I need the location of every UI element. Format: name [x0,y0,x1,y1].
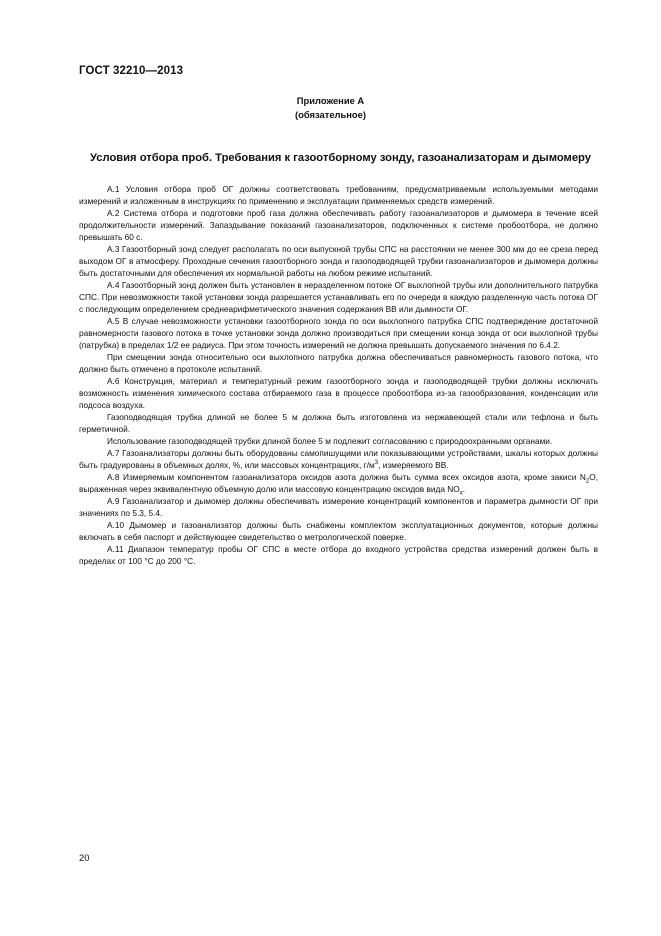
paragraph-a8-tail: . [462,484,466,494]
paragraph-a8-sub1: 2 [585,478,590,485]
paragraph-a6: А.6 Конструкция, материал и температурный режим газоотборного зонда и газоподводящей трубки должны исключать возможность изменения химического состава отбираемого газа в процессе пробоотбора из-за газообразования, конденсации или подсоса воздуха. [79,376,598,410]
section-title: Условия отбора проб. Требования к газоотборному зонду, газоанализаторам и дымомеру [90,152,591,164]
body-text [79,183,598,567]
paragraph-a8-mid: O, выраженная через эквивалентную объемную долю или массовую концентрацию оксидов вида NO [79,472,598,494]
paragraph-a4: А.4 Газоотборный зонд должен быть установлен в неразделенном потоке ОГ выхлопной трубы или дополнительного патрубка СПС. При невозможности такой установки зонда разрешается устанавливать его по очереди в каждую разделенную часть потока ОГ с последующим определением среднеарифметического значения содержания ВВ или дымности ОГ. [79,280,598,314]
paragraph-a6-approval: Использование газоподводящей трубки длиной более 5 м подлежит согласованию с природоохранными органами. [107,436,553,446]
paragraph-a5-note: При смещении зонда относительно оси выхлопного патрубка должна обеспечиваться равномерность газового потока, что должно быть отмечено в протоколе испытаний. [79,352,598,374]
paragraph-a1: А.1 Условия отбора проб ОГ должны соответствовать требованиям, предусматриваемым используемыми методами измерений и изложенным в инструкциях по применению и эксплуатации применяемых средств измерений. [79,184,598,206]
paragraph-a5: А.5 В случае невозможности установки газоотборного зонда по оси выхлопного патрубка СПС подтверждение достаточной равномерности газового потока в точке установки зонда должно производиться при смещении конца зонда от оси выхлопной трубы (патрубка) в пределах 1/2 ее радиуса. При этом точность измерений не должна превышать допускаемого значения по 6.4.2. [79,316,598,350]
paragraph-a6-tube: Газоподводящая трубка длиной не более 5 м должна быть изготовлена из нержавеющей стали или тефлона и быть герметичной. [79,412,598,434]
annex-title: Приложение А [296,95,365,106]
paragraph-a9: А.9 Газоанализатор и дымомер должны обеспечивать измерение концентраций компонентов и параметра дымности ОГ при значениях по 5.3, 5.4. [79,496,598,518]
paragraph-a8-text: А.8 Измеряемым компонентом газоанализатора оксидов азота должна быть сумма всех оксидов азота, кроме закиси N [107,472,586,482]
paragraph-a3: А.3 Газоотборный зонд следует располагать по оси выпускной трубы СПС на расстоянии не менее 300 мм до ее среза перед выходом ОГ в атмосферу. Проходные сечения газоотборного зонда и газоподводящей трубки газоанализаторов и дымомера должны быть достаточными для обеспечения их нормальной работы на любом режиме испытаний. [79,244,598,278]
paragraph-a7 [79,447,598,471]
paragraph-a8 [79,471,598,495]
paragraph-a10: А.10 Дымомер и газоанализатор должны быть снабжены комплектом эксплуатационных документов, которые должны включать в себя паспорт и действующее свидетельство о метрологической поверке. [79,520,598,542]
paragraph-a7-sup: 3 [374,460,379,467]
paragraph-a2: А.2 Система отбора и подготовки проб газа должна обеспечивать работу газоанализаторов и дымомера в течение всей продолжительности измерений. Запаздывание показаний газоанализаторов, подключенных к системе пробоотбора, не должно превышать 60 с. [79,208,598,242]
document-header: ГОСТ 32210—2013 [79,65,184,77]
paragraph-a11: А.11 Диапазон температур пробы ОГ СПС в месте отбора до входного устройства средства измерений должен быть в пределах от 100 °С до 200 °С. [79,544,598,566]
annex-status: (обязательное) [295,109,366,120]
page-number: 20 [79,852,90,863]
paragraph-a8-sub2: x [459,490,463,497]
paragraph-a7-text: А.7 Газоанализаторы должны быть оборудованы самопишущими или показывающими устройствами, шкалы которых должны быть градуированы в объемных долях, %, или массовых концентрациях, г/м [79,448,598,470]
paragraph-a7-tail: , измеряемого ВВ. [378,460,449,470]
